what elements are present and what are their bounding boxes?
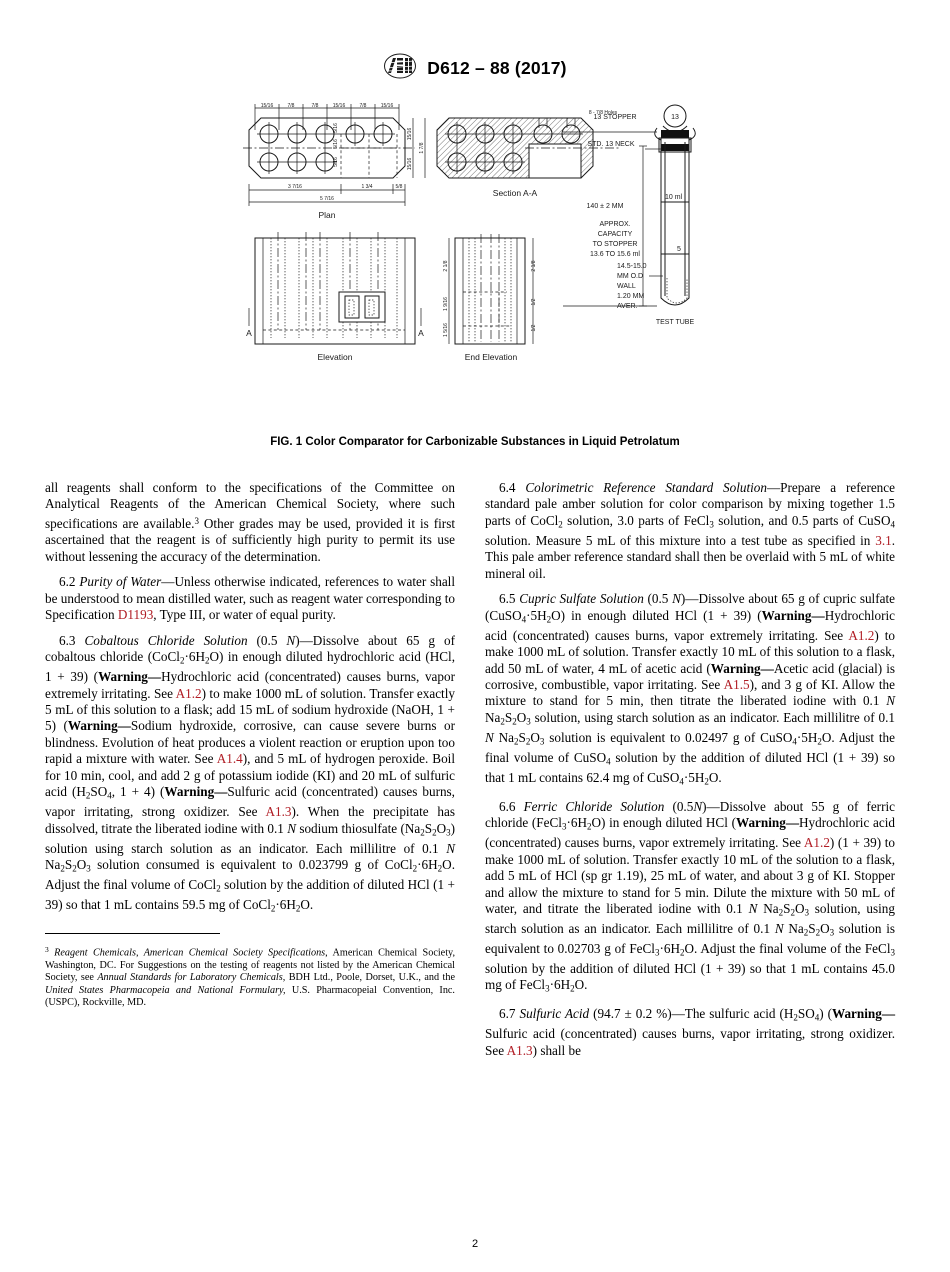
od-line-4: 1.20 MM bbox=[617, 293, 645, 300]
paragraph-reagents bbox=[45, 480, 455, 565]
section-6-2-text-1: —Unless otherwise indicated, references to water shall be understood to mean distilled water, such as reagent water corresponding to Specification bbox=[45, 574, 456, 623]
reference-a1-2-b[interactable]: A1.2 bbox=[848, 627, 875, 643]
reagents-text-2: Other grades may be used, provided it is first ascertained that the reagent is of sufficiently high purity to permit its use without lessening the accuracy of the determination. bbox=[45, 515, 455, 564]
capacity-line-2: CAPACITY bbox=[597, 231, 633, 238]
astm-logo bbox=[383, 51, 417, 86]
warning-label-6: Warning— bbox=[735, 815, 800, 831]
section-6-2-title: Purity of Water bbox=[79, 574, 162, 590]
section-6-7-number: 6.7 bbox=[499, 1006, 516, 1022]
page-number: 2 bbox=[471, 1238, 479, 1250]
capacity-line-3: TO STOPPER bbox=[592, 241, 638, 248]
section-6-3-number: 6.3 bbox=[59, 632, 76, 648]
capacity-line-1: APPROX. bbox=[599, 221, 631, 228]
section-6-4-title: Colorimetric Reference Standard Solution bbox=[525, 480, 767, 495]
section-6-7: 6.7 Sulfuric Acid (94.7 ± 0.2 %)—The sulfuric acid $(H_2SO_4)$ (Warning—Sulfuric acid (concentrated) causes burns, vapor irritating, strong oxidizer. See A1.3) shall be bbox=[485, 1006, 896, 1058]
svg-text:2 1/8: 2 1/8 bbox=[531, 260, 537, 272]
reference-3-1[interactable]: 3.1 bbox=[875, 532, 892, 548]
svg-text:5 7/16: 5 7/16 bbox=[320, 196, 334, 202]
svg-text:5/8: 5/8 bbox=[395, 184, 403, 190]
svg-text:1 9/16: 1 9/16 bbox=[443, 297, 449, 311]
section-6-4: 6.4 Colorimetric Reference Standard Solution—Prepare a reference standard pale amber solution for color comparison by mixing together 1.5 parts of CoCl$_2$ solution, 3.0 parts of FeCl$_3$ solution, and 0.5 parts of CuSO$_4$ solution. Measure 5 mL of this mixture into a test tube as specified in 3.1. This pale amber reference standard shall then be overlaid with 5 mL of white mineral oil. bbox=[485, 480, 895, 581]
plan-view bbox=[243, 103, 425, 220]
section-arrow-left: A bbox=[246, 328, 252, 338]
figure-1 bbox=[0, 90, 950, 448]
warning-label-3: Warning— bbox=[164, 784, 228, 800]
svg-text:1 3/4: 1 3/4 bbox=[361, 184, 373, 190]
svg-text:15/16: 15/16 bbox=[407, 127, 413, 141]
standard-designation: D612 – 88 (2017) bbox=[427, 57, 567, 78]
warning-label-4: Warning— bbox=[761, 607, 825, 623]
section-6-6-number: 6.6 bbox=[499, 798, 516, 814]
svg-text:5/16: 5/16 bbox=[333, 157, 339, 167]
end-elevation-view bbox=[443, 234, 537, 362]
height-label: 140 ± 2 MM bbox=[586, 203, 624, 210]
warning-label-7: Warning— bbox=[832, 1006, 896, 1022]
page-header bbox=[0, 0, 950, 86]
od-line-1: 14.5-15.0 bbox=[617, 263, 647, 270]
svg-text:3 7/16: 3 7/16 bbox=[288, 184, 302, 190]
section-label: Section A-A bbox=[492, 188, 538, 198]
neck-label: STD. 13 NECK bbox=[587, 141, 635, 148]
graduation-10ml: 10 ml bbox=[665, 194, 683, 201]
reference-a1-4[interactable]: A1.4 bbox=[216, 751, 243, 767]
footnote-rule bbox=[45, 933, 220, 934]
stopper-size-label: 13 bbox=[671, 114, 679, 121]
footnote-marker: 3 bbox=[194, 515, 199, 526]
end-elevation-label: End Elevation bbox=[464, 352, 518, 362]
right-column bbox=[485, 480, 895, 1059]
warning-label-2: Warning— bbox=[67, 718, 131, 734]
svg-text:2 1/8: 2 1/8 bbox=[443, 260, 449, 272]
section-6-3: 6.3 Cobaltous Chloride Solution (0.5 N)—Dissolve about 65 g of cobaltous chloride $(CoCl_2\cdot 6H_2O)$ in enough diluted hydrochloric acid (HCl, 1 + 39) (Warning—Hydrochloric acid (concentrated) causes burns, vapor extremely irritating. See A1.2) to make 1000 mL of solution. Transfer exactly 5 mL of this solution to a flask; add 15 mL of sodium hydroxide (NaOH, 1 + 5) (Warning—Sodium hydroxide, corrosive, can cause severe burns or blindness. Evolution of heat produces a violent reaction or eruption upon too rapid a mixture with water. See A1.4), and 5 mL of hydrogen peroxide. Boil for 10 min, cool, and add 2 g of potassium iodide (KI) and 20 mL of sulfuric acid ($H_2SO_4$, 1 + 4) (Warning—Sulfuric acid (concentrated) causes burns, vapor irritating, strong oxidizer. See A1.3). When the precipitate has dissolved, titrate the liberated iodine with 0.1 N sodium thiosulfate $(Na_2S_2O_3)$ solution using starch solution as an indicator. Each millilitre of 0.1 N $Na_2S_2O_3$ solution consumed is equivalent to 0.023799 g of $CoCl_2\cdot 6H_2O$. Adjust the final volume of CoCl$_2$ solution by the addition of diluted HCl (1 + 39) so that 1 mL contains 59.5 mg of $CoCl_2\cdot 6H_2O$. bbox=[45, 632, 455, 914]
svg-text:1 5/16: 1 5/16 bbox=[443, 323, 449, 337]
svg-text:5/16: 5/16 bbox=[333, 139, 339, 149]
reference-a1-3[interactable]: A1.3 bbox=[265, 804, 292, 820]
test-tube-label: TEST TUBE bbox=[655, 319, 695, 326]
footnote-number: 3 bbox=[45, 945, 49, 955]
section-6-5-title: Cupric Sulfate Solution bbox=[519, 591, 644, 607]
body-columns bbox=[0, 480, 950, 1059]
section-6-2 bbox=[45, 574, 455, 623]
comparator-drawing bbox=[235, 90, 715, 430]
section-6-2-number: 6.2 bbox=[59, 574, 76, 590]
svg-text:15/16: 15/16 bbox=[407, 157, 413, 171]
elevation-view bbox=[246, 232, 424, 362]
od-line-5: AVER. bbox=[617, 303, 638, 310]
capacity-line-4: 13.6 TO 15.6 ml bbox=[590, 251, 640, 258]
reagents-text-1: all reagents shall conform to the specifications of the Committee on Analytical Reagents of the American Chemical Society, where such specifications are available. bbox=[45, 480, 455, 531]
svg-text:15/16: 15/16 bbox=[260, 103, 274, 109]
reference-d1193[interactable]: D1193 bbox=[117, 607, 154, 623]
svg-text:7/8: 7/8 bbox=[359, 103, 367, 109]
reference-a1-2-c[interactable]: A1.2 bbox=[803, 835, 830, 851]
svg-text:15/16: 15/16 bbox=[380, 103, 394, 109]
graduation-5ml: 5 bbox=[677, 246, 681, 253]
section-6-5: 6.5 Cupric Sulfate Solution (0.5 N)—Dissolve about 65 g of cupric sulfate $(CuSO_4\cdot 5H_2O)$ in enough diluted HCl (1 + 39) (Warning—Hydrochloric acid (concentrated) causes burns, vapor extremely irritating. See A1.2) to make 1000 mL of solution. Transfer exactly 10 mL of this solution to a flask, add 50 mL of water, 4 mL of acetic acid (Warning—Acetic acid (glacial) is corrosive, combustible, vapor irritating. See A1.5), and 3 g of KI. Allow the mixture to stand for 5 min, then titrate the liberated iodine with 0.1 N $Na_2S_2O_3$ solution, using starch solution as an indicator. Each millilitre of 0.1 N $Na_2S_2O_3$ solution is equivalent to 0.02497 g of $CuSO_4\cdot 5H_2O$. Adjust the final volume of CuSO$_4$ solution by the addition of diluted HCl (1 + 39) so that 1 mL contains 62.4 mg of $CuSO_4\cdot 5H_2O$. bbox=[485, 591, 895, 787]
svg-text:7/8: 7/8 bbox=[287, 103, 295, 109]
section-6-7-title: Sulfuric Acid bbox=[519, 1006, 590, 1022]
section-6-6: 6.6 Ferric Chloride Solution (0.5N)—Dissolve about 55 g of ferric chloride $(FeCl_3\cdot 6H_2O)$ in enough diluted HCl (Warning—Hydrochloric acid (concentrated) causes burns, vapor extremely irritating. See A1.2) (1 + 39) to make 1000 mL of solution. Transfer exactly 10 mL of the solution to a flask, add 5 mL of HCl (sp gr 1.19), 25 mL of water, and about 3 g of KI. Stopper and allow the mixture to stand for 5 min. Dilute the mixture with 50 mL of water, and titrate the liberated iodine with 0.1 N $Na_2S_2O_3$ solution, using starch solution as an indicator. Each millilitre of 0.1 N $Na_2S_2O_3$ solution is equivalent to 0.02703 g of $FeCl_3\cdot 6H_2O$. Adjust the final volume of the FeCl$_3$ solution by the addition of diluted HCl (1 + 39) so that 1 mL contains 45.0 mg of $FeCl_3\cdot 6H_2O$. bbox=[485, 798, 895, 994]
reference-a1-5[interactable]: A1.5 bbox=[723, 677, 750, 693]
warning-label-5: Warning— bbox=[710, 660, 774, 676]
section-6-5-number: 6.5 bbox=[499, 591, 516, 607]
section-6-4-number: 6.4 bbox=[499, 480, 516, 495]
svg-text:1 7/8: 1 7/8 bbox=[419, 142, 425, 154]
left-column bbox=[45, 480, 455, 1059]
section-arrow-right: A bbox=[418, 328, 424, 338]
svg-text:1/2: 1/2 bbox=[531, 324, 537, 332]
section-6-3-title: Cobaltous Chloride Solution bbox=[84, 632, 248, 648]
svg-text:15/16: 15/16 bbox=[332, 103, 346, 109]
od-line-3: WALL bbox=[617, 283, 636, 290]
warning-label-1: Warning— bbox=[98, 669, 162, 685]
section-6-6-title: Ferric Chloride Solution bbox=[523, 798, 665, 814]
od-line-2: MM O.D bbox=[617, 273, 644, 280]
stopper-callout bbox=[593, 105, 686, 127]
figure-caption: FIG. 1 Color Comparator for Carbonizable Substances in Liquid Petrolatum bbox=[270, 436, 680, 448]
section-6-2-text-2: , Type III, or water of equal purity. bbox=[153, 607, 336, 623]
elevation-label: Elevation bbox=[317, 352, 353, 362]
section-aa-view bbox=[437, 110, 621, 198]
footnote-3: $^3$ Reagent Chemicals, American Chemical Society Specifications, American Chemical Society, Washington, DC. For Suggestions on the testing of reagents not listed by the American Chemical Society, see Annual Standards for Laboratory Chemicals, BDH Ltd., Poole, Dorset, U.K., and the United States Pharmacopeia and National Formulary, U.S. Pharmacopeial Convention, Inc. (USPC), Rockville, MD. bbox=[45, 945, 455, 1009]
svg-text:7/8: 7/8 bbox=[311, 103, 319, 109]
svg-text:5/16: 5/16 bbox=[333, 123, 339, 133]
plan-label: Plan bbox=[318, 210, 336, 220]
reference-a1-2[interactable]: A1.2 bbox=[175, 685, 202, 701]
stopper-label: 13 STOPPER bbox=[593, 114, 637, 121]
svg-text:1/2: 1/2 bbox=[531, 298, 537, 306]
holes-note: 8 - 7/8 Holes bbox=[588, 110, 618, 116]
reference-a1-3-b[interactable]: A1.3 bbox=[506, 1042, 533, 1058]
